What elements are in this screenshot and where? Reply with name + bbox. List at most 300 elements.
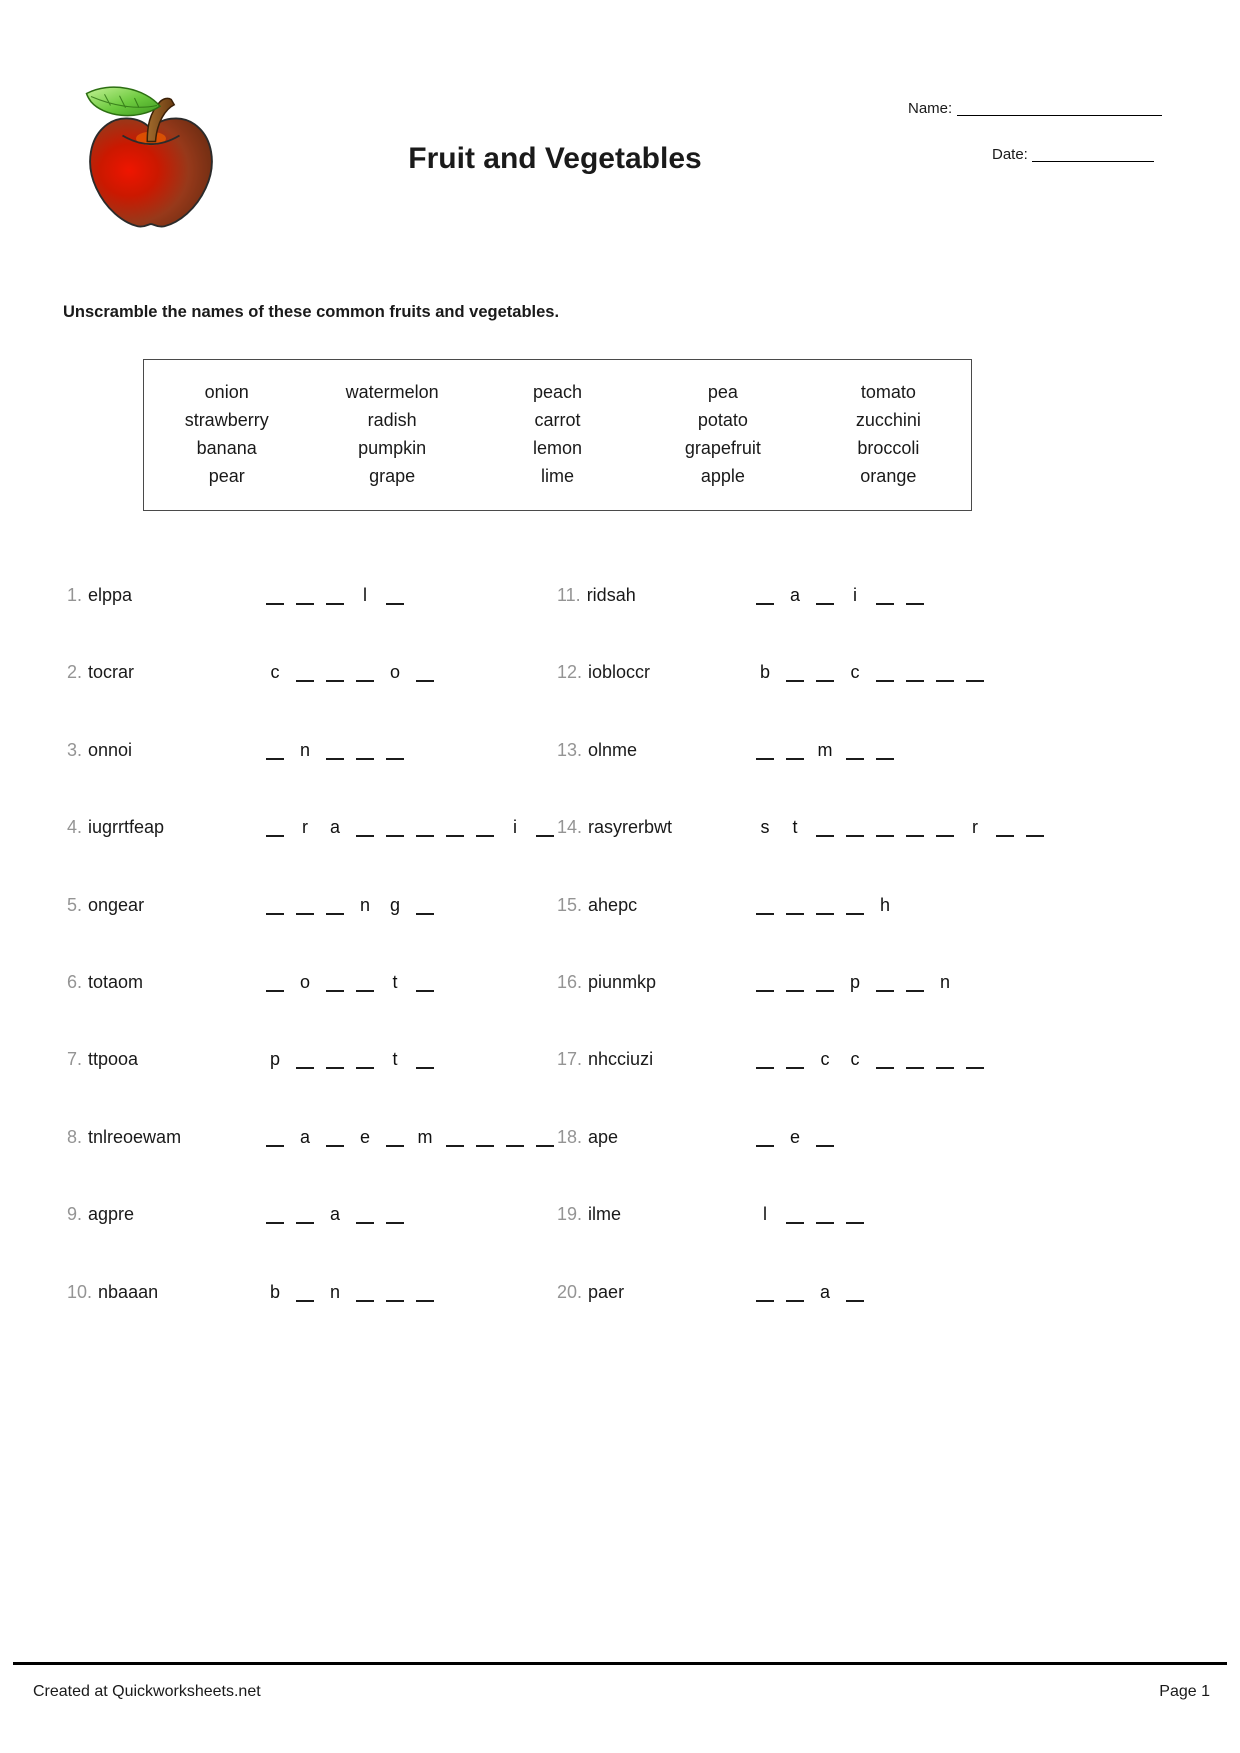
answer-blanks	[750, 738, 900, 762]
blank-underscore	[966, 666, 984, 682]
word-bank-word: grapefruit	[684, 438, 761, 458]
unscramble-item	[67, 583, 627, 609]
answer-letter-cell: t	[392, 972, 398, 992]
answer-letter-cell: p	[849, 972, 860, 992]
answer-letter-cell: a	[819, 1281, 830, 1302]
answer-blanks	[260, 660, 440, 684]
scrambled-word: tnlreoewam	[88, 1126, 182, 1147]
word-bank-word: watermelon	[345, 382, 439, 402]
blank-underscore	[906, 976, 924, 992]
item-number: 14.	[557, 817, 583, 838]
unscramble-item	[67, 893, 627, 919]
blank-underscore	[416, 1286, 434, 1302]
answer-blank-cell	[870, 738, 900, 762]
blank-underscore	[446, 1131, 464, 1147]
blank-underscore	[416, 1053, 434, 1069]
blank-underscore	[356, 1286, 374, 1302]
answer-blanks	[260, 1280, 440, 1304]
blank-underscore	[786, 1053, 804, 1069]
blank-underscore	[936, 821, 954, 837]
answer-blank-cell	[290, 1202, 320, 1226]
blank-underscore	[266, 899, 284, 915]
word-bank-column	[475, 378, 640, 510]
answer-blank-cell	[410, 815, 440, 839]
word-bank-word: lemon	[533, 438, 583, 458]
answer-letter-cell: n	[329, 1281, 340, 1302]
blank-underscore	[266, 1208, 284, 1224]
answer-blank-cell	[320, 893, 350, 917]
unscramble-item	[557, 1125, 1117, 1151]
blank-underscore	[786, 666, 804, 682]
footer-credit: Created at Quickworksheets.net	[33, 1683, 261, 1700]
answer-blank-cell	[900, 660, 930, 684]
answer-letter-cell: i	[853, 585, 857, 605]
blank-underscore	[906, 666, 924, 682]
blank-underscore	[756, 899, 774, 915]
answer-blank-cell	[350, 970, 380, 994]
blank-underscore	[506, 1131, 524, 1147]
blank-underscore	[966, 1053, 984, 1069]
scrambled-word: ridsah	[586, 585, 636, 605]
unscramble-item	[557, 1047, 1117, 1073]
word-bank-column	[640, 378, 805, 510]
blank-underscore	[876, 1053, 894, 1069]
item-number: 20.	[557, 1281, 583, 1302]
answer-letter-cell: c	[270, 662, 280, 683]
item-number: 3.	[67, 739, 83, 760]
answer-blank-cell	[780, 970, 810, 994]
answer-letter-cell: g	[389, 894, 400, 915]
answer-letter-cell: s	[760, 817, 770, 838]
answer-letter-cell: p	[269, 1049, 280, 1070]
answer-blank-cell	[410, 970, 440, 994]
scrambled-word: onnoi	[88, 739, 133, 760]
blank-underscore	[386, 821, 404, 837]
answer-blank-cell	[530, 815, 560, 839]
blank-underscore	[266, 1131, 284, 1147]
answer-letter-cell: a	[329, 817, 340, 838]
answer-blanks	[260, 738, 410, 762]
blank-underscore	[326, 744, 344, 760]
blank-underscore	[356, 666, 374, 682]
answer-blanks	[750, 815, 1050, 839]
answer-letter-cell: m	[417, 1126, 433, 1147]
unscramble-item	[67, 970, 627, 996]
blank-underscore	[296, 899, 314, 915]
blank-underscore	[756, 1286, 774, 1302]
word-bank-word: grape	[369, 466, 416, 486]
word-bank-word: radish	[367, 410, 417, 430]
blank-underscore	[386, 744, 404, 760]
word-bank-word: orange	[860, 466, 917, 486]
word-bank-word: banana	[196, 438, 257, 458]
answer-blank-cell	[440, 1125, 470, 1149]
blank-underscore	[296, 589, 314, 605]
blank-underscore	[846, 821, 864, 837]
answer-blanks	[260, 893, 440, 917]
answer-blank-cell	[870, 970, 900, 994]
blank-underscore	[786, 899, 804, 915]
answer-blank-cell	[260, 738, 290, 762]
answer-blank-cell	[500, 1125, 530, 1149]
answer-blank-cell	[900, 815, 930, 839]
answer-blanks	[750, 660, 990, 684]
answer-blanks	[260, 1202, 410, 1226]
answer-blanks	[260, 1125, 560, 1149]
answer-blanks	[750, 1280, 870, 1304]
blank-underscore	[416, 666, 434, 682]
scrambled-word: ilme	[588, 1204, 622, 1225]
blank-underscore	[906, 821, 924, 837]
answer-blanks	[750, 893, 900, 917]
item-number: 16.	[557, 972, 583, 992]
scrambled-word: ttpooa	[88, 1049, 139, 1070]
date-write-line	[1032, 148, 1154, 162]
word-bank-word: apple	[700, 466, 745, 486]
blank-underscore	[816, 976, 834, 992]
scrambled-word: totaom	[88, 972, 144, 992]
blank-underscore	[906, 589, 924, 605]
answer-letter-cell: b	[269, 1281, 280, 1302]
item-number: 5.	[67, 894, 83, 915]
answer-letter-cell: i	[513, 817, 517, 838]
answer-blank-cell	[810, 970, 840, 994]
scrambled-word: nhcciuzi	[588, 1049, 654, 1070]
answer-blank-cell	[750, 1047, 780, 1071]
answer-blank-cell	[750, 893, 780, 917]
answer-blank-cell	[840, 893, 870, 917]
word-bank-word: peach	[532, 382, 583, 402]
answer-letter-cell: n	[359, 894, 370, 915]
unscramble-item	[67, 1125, 627, 1151]
answer-blank-cell	[780, 738, 810, 762]
answer-blank-cell	[260, 815, 290, 839]
word-bank-word: pear	[208, 466, 245, 486]
answer-blank-cell	[990, 815, 1020, 839]
unscramble-item	[557, 1202, 1117, 1228]
blank-underscore	[266, 976, 284, 992]
blank-underscore	[846, 1208, 864, 1224]
blank-underscore	[386, 1286, 404, 1302]
answer-letter-cell: a	[329, 1204, 340, 1225]
blank-underscore	[536, 1131, 554, 1147]
scrambled-word: tocrar	[88, 662, 135, 683]
answer-blank-cell	[290, 583, 320, 607]
answer-blank-cell	[320, 738, 350, 762]
answer-blank-cell	[290, 893, 320, 917]
answer-letter-cell: l	[363, 585, 367, 605]
answer-blank-cell	[750, 970, 780, 994]
blank-underscore	[816, 1131, 834, 1147]
blank-underscore	[756, 744, 774, 760]
answer-blank-cell	[930, 815, 960, 839]
answer-blank-cell	[410, 1047, 440, 1071]
unscramble-item	[67, 738, 627, 764]
answer-letter-cell: c	[820, 1049, 830, 1070]
answer-blank-cell	[380, 738, 410, 762]
answer-blank-cell	[380, 1125, 410, 1149]
answer-letter-cell: b	[759, 662, 770, 683]
blank-underscore	[816, 899, 834, 915]
answer-blank-cell	[470, 1125, 500, 1149]
blank-underscore	[296, 1286, 314, 1302]
answer-blank-cell	[320, 1047, 350, 1071]
word-bank-word: lime	[541, 466, 575, 486]
scrambled-word: ahepc	[588, 894, 638, 915]
item-number: 7.	[67, 1049, 83, 1070]
word-bank-word: zucchini	[855, 410, 921, 430]
blank-underscore	[326, 1053, 344, 1069]
answer-blank-cell	[750, 738, 780, 762]
word-bank-word: pumpkin	[358, 438, 427, 458]
answer-letter-cell: e	[359, 1126, 370, 1147]
answer-blanks	[750, 970, 960, 994]
answer-blank-cell	[260, 893, 290, 917]
blank-underscore	[326, 1131, 344, 1147]
answer-letter-cell: n	[299, 739, 310, 760]
answer-blank-cell	[930, 1047, 960, 1071]
answer-letter-cell: h	[879, 894, 890, 915]
answer-blank-cell	[870, 583, 900, 607]
blank-underscore	[386, 1131, 404, 1147]
blank-underscore	[936, 1053, 954, 1069]
unscramble-item	[557, 893, 1117, 919]
answer-blank-cell	[900, 583, 930, 607]
answer-blank-cell	[780, 660, 810, 684]
blank-underscore	[296, 666, 314, 682]
blank-underscore	[296, 1053, 314, 1069]
blank-underscore	[416, 899, 434, 915]
answer-blank-cell	[960, 1047, 990, 1071]
scrambled-word: iugrrtfeap	[88, 817, 165, 838]
blank-underscore	[326, 666, 344, 682]
blank-underscore	[786, 744, 804, 760]
answer-blanks	[260, 970, 440, 994]
answer-blank-cell	[1020, 815, 1050, 839]
answer-blanks	[750, 1047, 990, 1071]
answer-blank-cell	[840, 1280, 870, 1304]
blank-underscore	[326, 899, 344, 915]
item-number: 8.	[67, 1126, 83, 1147]
unscramble-item	[557, 583, 1117, 609]
item-number: 12.	[557, 662, 583, 683]
blank-underscore	[756, 1131, 774, 1147]
scrambled-word: iobloccr	[588, 662, 651, 683]
answer-blanks	[750, 583, 930, 607]
answer-letter-cell: t	[392, 1049, 398, 1070]
word-bank-column	[144, 378, 309, 510]
answer-letter-cell: l	[763, 1204, 767, 1225]
blank-underscore	[326, 976, 344, 992]
blank-underscore	[786, 1286, 804, 1302]
answer-blank-cell	[780, 1202, 810, 1226]
blank-underscore	[476, 821, 494, 837]
item-number: 15.	[557, 894, 583, 915]
blank-underscore	[356, 1053, 374, 1069]
item-number: 9.	[67, 1204, 83, 1225]
answer-letter-cell: o	[389, 662, 400, 683]
scrambled-word: agpre	[88, 1204, 135, 1225]
answer-blanks	[750, 1125, 840, 1149]
blank-underscore	[876, 744, 894, 760]
answer-blank-cell	[900, 970, 930, 994]
answer-blank-cell	[530, 1125, 560, 1149]
answer-blank-cell	[840, 1202, 870, 1226]
unscramble-item	[557, 815, 1117, 841]
blank-underscore	[356, 821, 374, 837]
word-bank-column	[309, 378, 474, 510]
item-number: 18.	[557, 1126, 583, 1147]
footer-divider	[13, 1662, 1227, 1665]
blank-underscore	[906, 1053, 924, 1069]
answer-blank-cell	[350, 1047, 380, 1071]
blank-underscore	[416, 821, 434, 837]
blank-underscore	[756, 976, 774, 992]
item-number: 10.	[67, 1281, 93, 1302]
answer-blank-cell	[410, 893, 440, 917]
unscramble-item	[67, 815, 627, 841]
answer-blank-cell	[260, 1202, 290, 1226]
answer-blank-cell	[410, 660, 440, 684]
answer-blank-cell	[380, 1202, 410, 1226]
word-bank-word: potato	[697, 410, 748, 430]
date-label: Date:	[992, 146, 1028, 163]
apple-leaf	[87, 87, 161, 115]
item-number: 4.	[67, 817, 83, 838]
answer-blank-cell	[750, 1125, 780, 1149]
answer-blank-cell	[350, 1202, 380, 1226]
name-field	[908, 100, 1162, 117]
answer-blank-cell	[380, 815, 410, 839]
scrambled-word: rasyrerbwt	[588, 817, 673, 838]
answer-blank-cell	[260, 583, 290, 607]
scrambled-word: paer	[588, 1281, 625, 1302]
item-number: 19.	[557, 1204, 583, 1225]
blank-underscore	[876, 976, 894, 992]
answer-letter-cell: m	[817, 739, 833, 760]
answer-blanks	[260, 583, 410, 607]
scrambled-word: piunmkp	[588, 972, 657, 992]
answer-blank-cell	[290, 660, 320, 684]
answer-blank-cell	[290, 1047, 320, 1071]
unscramble-item	[67, 660, 627, 686]
blank-underscore	[266, 821, 284, 837]
blank-underscore	[476, 1131, 494, 1147]
answer-blank-cell	[350, 1280, 380, 1304]
unscramble-item	[557, 1280, 1117, 1306]
unscramble-item	[67, 1047, 627, 1073]
item-number: 17.	[557, 1049, 583, 1070]
blank-underscore	[356, 744, 374, 760]
answer-blanks	[750, 1202, 870, 1226]
answer-letter-cell: r	[302, 817, 308, 838]
blank-underscore	[816, 589, 834, 605]
blank-underscore	[386, 589, 404, 605]
scrambled-word: nbaaan	[98, 1281, 159, 1302]
footer-page-number: Page 1	[1159, 1683, 1210, 1700]
blank-underscore	[386, 1208, 404, 1224]
answer-blank-cell	[320, 1125, 350, 1149]
answer-blank-cell	[810, 815, 840, 839]
blank-underscore	[816, 1208, 834, 1224]
answer-letter-cell: n	[939, 972, 950, 992]
word-bank-word: broccoli	[857, 438, 920, 458]
answer-blank-cell	[260, 1125, 290, 1149]
answer-blank-cell	[380, 583, 410, 607]
answer-blank-cell	[870, 1047, 900, 1071]
blank-underscore	[816, 821, 834, 837]
scrambled-word: olnme	[588, 739, 638, 760]
word-bank-word: tomato	[860, 382, 916, 402]
blank-underscore	[326, 589, 344, 605]
answer-blank-cell	[960, 660, 990, 684]
blank-underscore	[786, 976, 804, 992]
blank-underscore	[816, 666, 834, 682]
answer-blank-cell	[350, 660, 380, 684]
blank-underscore	[756, 1053, 774, 1069]
blank-underscore	[756, 589, 774, 605]
blank-underscore	[356, 976, 374, 992]
word-bank-column	[806, 378, 971, 510]
answer-blanks	[260, 815, 560, 839]
answer-blank-cell	[440, 815, 470, 839]
answer-blank-cell	[320, 583, 350, 607]
answer-letter-cell: t	[792, 817, 798, 838]
answer-blank-cell	[810, 1125, 840, 1149]
item-number: 11.	[557, 585, 581, 605]
unscramble-item	[557, 738, 1117, 764]
blank-underscore	[876, 589, 894, 605]
scrambled-word: ongear	[88, 894, 145, 915]
answer-blank-cell	[780, 1047, 810, 1071]
answer-blank-cell	[810, 893, 840, 917]
answer-letter-cell: c	[850, 662, 860, 683]
blank-underscore	[846, 744, 864, 760]
blank-underscore	[1026, 821, 1044, 837]
blank-underscore	[416, 976, 434, 992]
name-write-line	[957, 102, 1162, 116]
answer-blank-cell	[750, 583, 780, 607]
item-number: 1.	[67, 585, 83, 605]
answer-blank-cell	[470, 815, 500, 839]
blank-underscore	[446, 821, 464, 837]
blank-underscore	[296, 1208, 314, 1224]
name-label: Name:	[908, 100, 953, 117]
instruction-text: Unscramble the names of these common fruits and vegetables.	[63, 303, 560, 321]
answer-blank-cell	[260, 970, 290, 994]
answer-letter-cell: c	[850, 1049, 860, 1070]
blank-underscore	[846, 1286, 864, 1302]
answer-blank-cell	[810, 660, 840, 684]
blank-underscore	[786, 1208, 804, 1224]
scrambled-word: elppa	[88, 585, 133, 605]
answer-blank-cell	[290, 1280, 320, 1304]
scrambled-word: ape	[588, 1126, 619, 1147]
date-field	[992, 146, 1154, 163]
answer-blank-cell	[840, 815, 870, 839]
item-number: 13.	[557, 739, 583, 760]
answer-blank-cell	[780, 1280, 810, 1304]
blank-underscore	[876, 666, 894, 682]
answer-blank-cell	[870, 660, 900, 684]
word-bank-word: pea	[707, 382, 738, 402]
answer-blank-cell	[930, 660, 960, 684]
answer-letter-cell: a	[789, 585, 800, 605]
word-bank-box	[143, 359, 972, 511]
answer-blank-cell	[350, 738, 380, 762]
blank-underscore	[266, 744, 284, 760]
answer-blank-cell	[810, 583, 840, 607]
